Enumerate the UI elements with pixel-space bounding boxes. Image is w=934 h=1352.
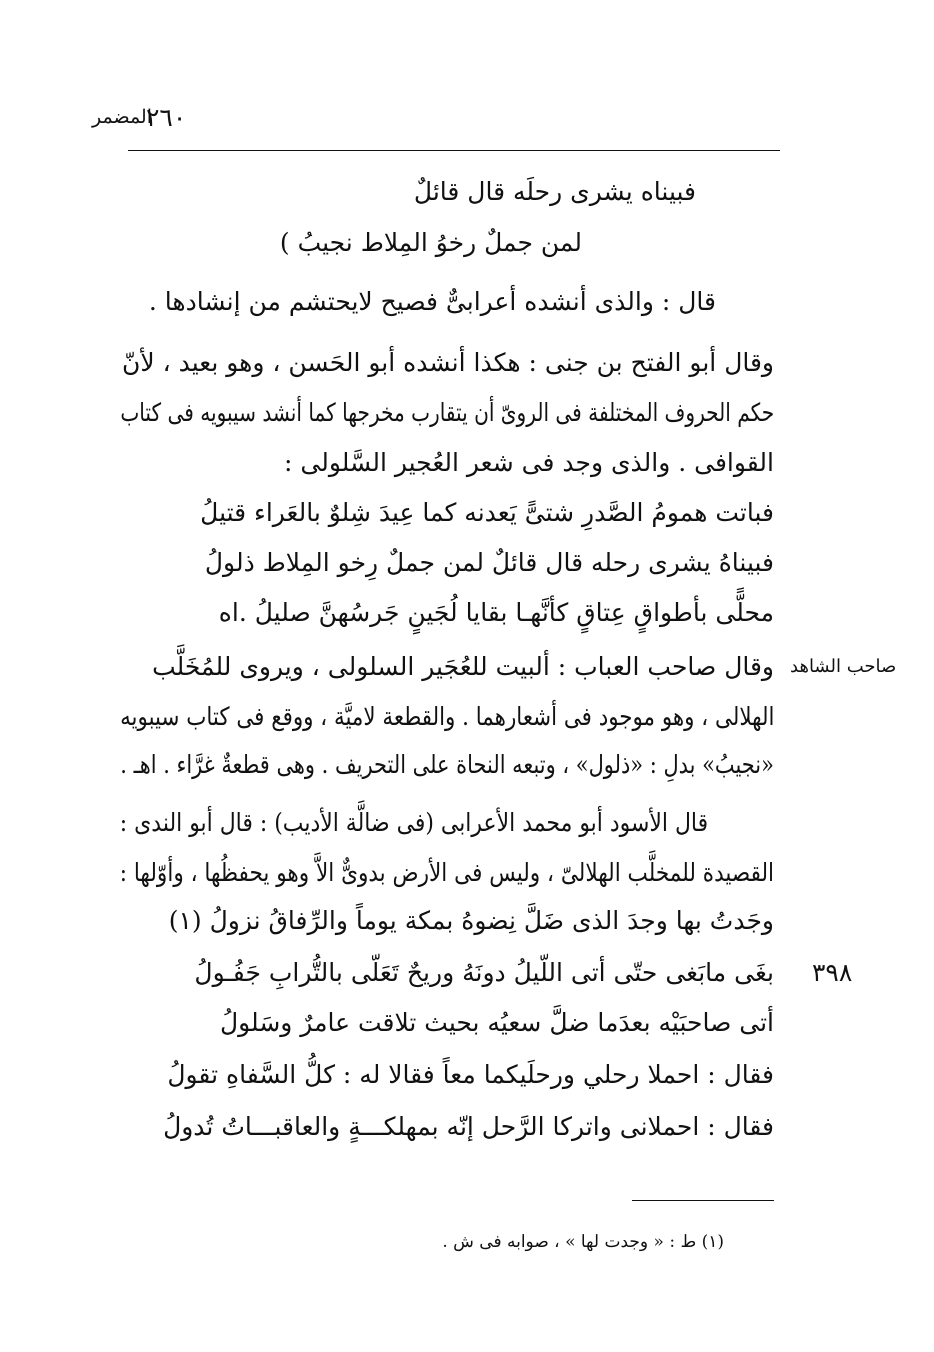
text-line-13: قال الأسود أبو محمد الأعرابى (فى ضالَّة الأديب) : قال أبو الندى :: [119, 808, 708, 837]
page-number: ٢٦٠: [146, 103, 187, 132]
poem-line-9: محلًّى بأطواقٍ عِتاقٍ كأنَّهـا بقايا لُجَينٍ جَرسُهنَّ صليلُ .اه: [218, 598, 774, 627]
poem-line-15: وجَدتُ بها وجدَ الذى ضَلَّ نِضوهُ بمكة يوماً والرِّفاقُ نزولُ (١): [168, 906, 774, 935]
running-header-title: المضمر: [92, 106, 152, 128]
text-line-11: الهلالى ، وهو موجود فى أشعارهما . والقطعة لاميَّة ، ووقع فى كتاب سيبويه: [119, 702, 774, 731]
poem-line-8: فبيناهُ يشرى رحله قال قائلٌ لمن جملٌ رِخو المِلاط ذلولُ: [204, 548, 774, 577]
text-line-5: حكم الحروف المختلفة فى الروىّ أن يتقارب مخرجها كما أنشد سيبويه فى كتاب: [120, 398, 774, 427]
footnote: (١) ط : « وجدت لها » ، صوابه فى ش .: [442, 1232, 724, 1252]
margin-number: ٣٩٨: [812, 958, 853, 987]
poem-line-18: فقال : احملا رحلي ورحلَيكما معاً فقالا له : كلُّ السَّفاهِ تقولُ: [167, 1060, 774, 1089]
text-line-12: «نجيبُ» بدلِ : «ذلول» ، وتبعه النحاة على التحريف . وهى قطعةٌ غرَّاء . اهـ .: [120, 750, 774, 779]
text-line-6: القوافى . والذى وجد فى شعر العُجير السَّلولى :: [284, 448, 774, 477]
verse-line-2: لمن جملٌ رخوُ المِلاط نجيبُ ): [279, 228, 582, 257]
footnote-rule: [632, 1200, 774, 1201]
poem-line-16: بغَى مابَغى حتّى أتى اللّيلُ دونَهُ وريحٌ تَعَلّى بالتُّرابِ جَفُـولُ: [194, 958, 774, 987]
verse-line-1: فبيناه يشرى رحلَه قال قائلٌ: [413, 177, 696, 206]
text-line-14: القصيدة للمخلَّب الهلالىّ ، وليس فى الأرض بدوىٌّ الاَّ وهو يحفظُها ، وأوّلها :: [119, 858, 774, 887]
text-line-4: وقال أبو الفتح بن جنى : هكذا أنشده أبو الحَسن ، وهو بعيد ، لأنّ: [122, 348, 774, 377]
poem-line-17: أتى صاحبَيْه بعدَما ضلَّ سعيُه بحيث تلاقت عامرٌ وسَلولُ: [219, 1008, 774, 1037]
text-line-10: وقال صاحب العباب : ألبيت للعُجَير السلولى ، ويروى للمُخَلَّب: [152, 652, 774, 681]
poem-line-19: فقال : احملانى واتركا الرَّحل إنّه بمهلكـــةٍ والعاقبـــاتُ تُدولُ: [163, 1112, 774, 1141]
margin-note: صاحب الشاهد: [790, 656, 897, 677]
poem-line-7: فباتت همومُ الصَّدرِ شتىًّ يَعدنه كما عِيدَ شِلوٌ بالعَراء قتيلُ: [200, 498, 774, 527]
header-rule: [128, 150, 780, 151]
text-line-3: قال : والذى أنشده أعرابىٌّ فصيح لايحتشم من إنشادها .: [148, 287, 716, 316]
